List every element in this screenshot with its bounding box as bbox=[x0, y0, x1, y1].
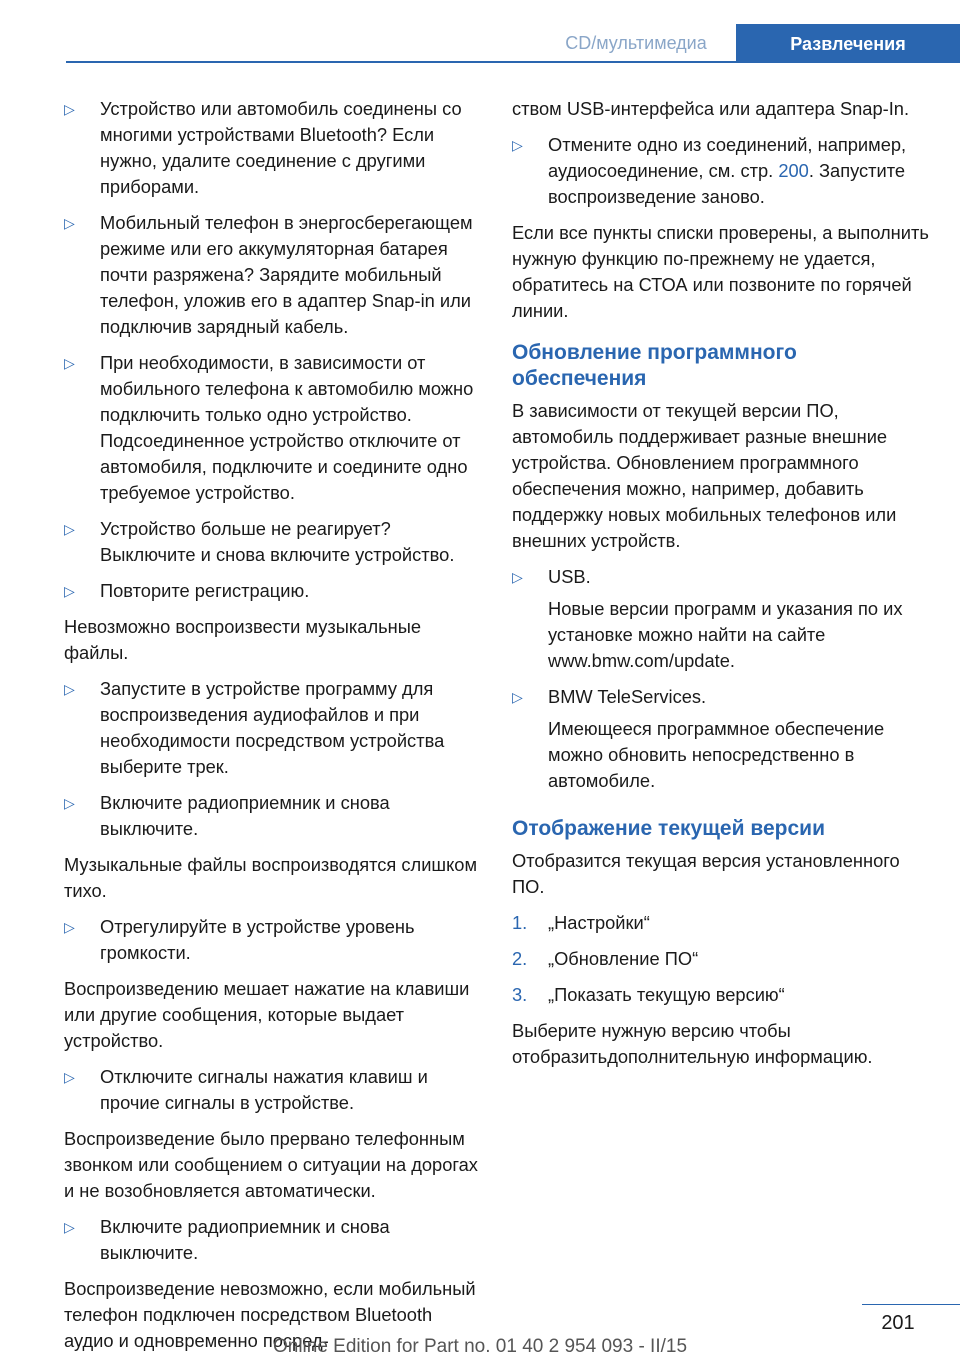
triangle-bullet-icon: ▷ bbox=[64, 521, 75, 537]
section-heading-software-update: Обновление программного обеспечения bbox=[512, 341, 797, 390]
bullet-text bbox=[548, 132, 932, 210]
page-number-rule bbox=[862, 1304, 960, 1305]
bullet-text: Включите радиоприемник и снова выключите. bbox=[100, 1216, 390, 1263]
bullet-item bbox=[64, 210, 480, 340]
paragraph: Музыкальные файлы воспроизводятся слишком тихо. bbox=[64, 854, 478, 901]
paragraph: ством USB-интерфейса или адаптера Snap-In. bbox=[512, 98, 910, 119]
bullet-text: Устройство больше не реагирует? Выключите и снова включите устройство. bbox=[100, 518, 455, 565]
step-text: „Настройки“ bbox=[548, 912, 650, 933]
step-number: 3. bbox=[512, 984, 528, 1005]
triangle-bullet-icon: ▷ bbox=[64, 1069, 75, 1085]
bullet-item bbox=[64, 578, 480, 604]
paragraph: Отобразится текущая версия установленного ПО. bbox=[512, 850, 900, 897]
paragraph: Если все пункты списки проверены, а выполнить нужную функцию по-прежнему не удается, обратитесь на СТОА или позвоните по горячей линии. bbox=[512, 222, 929, 321]
triangle-bullet-icon: ▷ bbox=[512, 569, 523, 585]
footer-edition: Online Edition for Part no. 01 40 2 954 093 - II/15 bbox=[272, 1336, 688, 1357]
step-text: „Обновление ПО“ bbox=[548, 948, 699, 969]
bullet-item bbox=[64, 1064, 480, 1116]
paragraph: Воспроизведение невозможно, если мобильный телефон подключен посредством Bluetooth аудио и одновременно посред- bbox=[64, 1278, 476, 1351]
paragraph: Воспроизведение было прервано телефонным звонком или сообщением о ситуации на дорогах и не возобновляется автоматически. bbox=[64, 1128, 478, 1201]
section-heading-current-version: Отображение текущей версии bbox=[512, 817, 825, 840]
bullet-item bbox=[64, 96, 480, 200]
paragraph: В зависимости от текущей версии ПО, автомобиль поддерживает разные внешние устройства. Обновлением программного обеспечения можно, например, добавить поддержку новых мобильных телефонов или внешних устройств. bbox=[512, 400, 897, 551]
page-number: 201 bbox=[881, 1312, 915, 1334]
page-reference-link[interactable]: 200 bbox=[778, 160, 809, 181]
bullet-text bbox=[548, 564, 932, 674]
bullet-text: При необходимости, в зависимости от мобильного телефона к автомобилю можно подключить только одно устройство. Подсоединенное устройство отключите от автомобиля, подключите и соедините одно требуемое устройство. bbox=[100, 352, 474, 503]
step-number: 1. bbox=[512, 912, 528, 933]
right-column bbox=[512, 96, 932, 1080]
step-number: 2. bbox=[512, 948, 528, 969]
step-text: „Показать текущую версию“ bbox=[548, 984, 785, 1005]
triangle-bullet-icon: ▷ bbox=[64, 101, 75, 117]
paragraph: Выберите нужную версию чтобы отобразитьдополнительную информацию. bbox=[512, 1020, 873, 1067]
bullet-item bbox=[64, 914, 480, 966]
bullet-text: Повторите регистрацию. bbox=[100, 580, 310, 601]
bullet-item bbox=[64, 676, 480, 780]
triangle-bullet-icon: ▷ bbox=[64, 583, 75, 599]
bullet-item bbox=[64, 516, 480, 568]
bullet-subtext: Имеющееся программное обеспечение можно обновить непосредственно в автомобиле. bbox=[548, 718, 885, 791]
triangle-bullet-icon: ▷ bbox=[512, 689, 523, 705]
bullet-subtext: Новые версии программ и указания по их установке можно найти на сайте www.bmw.com/update. bbox=[548, 598, 903, 671]
bullet-text: Включите радиоприемник и снова выключите. bbox=[100, 792, 390, 839]
bullet-text-part: Отмените одно из соединений, например, аудиосоединение, см. стр. bbox=[548, 134, 907, 181]
header-chapter-tab: Развлечения bbox=[736, 24, 960, 63]
triangle-bullet-icon: ▷ bbox=[512, 137, 523, 153]
triangle-bullet-icon: ▷ bbox=[64, 681, 75, 697]
bullet-title: BMW TeleServices. bbox=[548, 686, 707, 707]
bullet-text: Запустите в устройстве программу для воспроизведения аудиофайлов и при необходимости посредством устройства выберите трек. bbox=[100, 678, 445, 777]
triangle-bullet-icon: ▷ bbox=[64, 215, 75, 231]
bullet-text-part: . Запустите воспроизведение заново. bbox=[548, 160, 906, 207]
header-section-tab: CD/мультимедиа bbox=[565, 33, 707, 53]
bullet-title: USB. bbox=[548, 566, 591, 587]
bullet-text bbox=[548, 684, 932, 794]
paragraph: Невозможно воспроизвести музыкальные файлы. bbox=[64, 616, 422, 663]
paragraph: Воспроизведению мешает нажатие на клавиши или другие сообщения, которые выдает устройство. bbox=[64, 978, 470, 1051]
bullet-text: Отрегулируйте в устройстве уровень громкости. bbox=[100, 916, 415, 963]
numbered-step bbox=[512, 946, 932, 972]
triangle-bullet-icon: ▷ bbox=[64, 795, 75, 811]
triangle-bullet-icon: ▷ bbox=[64, 919, 75, 935]
bullet-text: Устройство или автомобиль соединены со многими устройствами Bluetooth? Если нужно, удалите соединение с другими приборами. bbox=[100, 98, 462, 197]
bullet-text: Отключите сигналы нажатия клавиш и прочие сигналы в устройстве. bbox=[100, 1066, 428, 1113]
numbered-step bbox=[512, 982, 932, 1008]
bullet-item bbox=[64, 790, 480, 842]
triangle-bullet-icon: ▷ bbox=[64, 355, 75, 371]
bullet-item bbox=[64, 350, 480, 506]
bullet-item bbox=[512, 564, 932, 674]
bullet-item bbox=[512, 132, 932, 210]
bullet-text: Мобильный телефон в энергосберегающем режиме или его аккумуляторная батарея почти разряжена? Зарядите мобильный телефон, уложив его в адаптер Snap-in или подключив зарядный кабель. bbox=[100, 212, 473, 337]
bullet-item bbox=[64, 1214, 480, 1266]
left-column bbox=[64, 96, 480, 1364]
numbered-step bbox=[512, 910, 932, 936]
bullet-item bbox=[512, 684, 932, 794]
triangle-bullet-icon: ▷ bbox=[64, 1219, 75, 1235]
header-rule bbox=[66, 61, 960, 63]
